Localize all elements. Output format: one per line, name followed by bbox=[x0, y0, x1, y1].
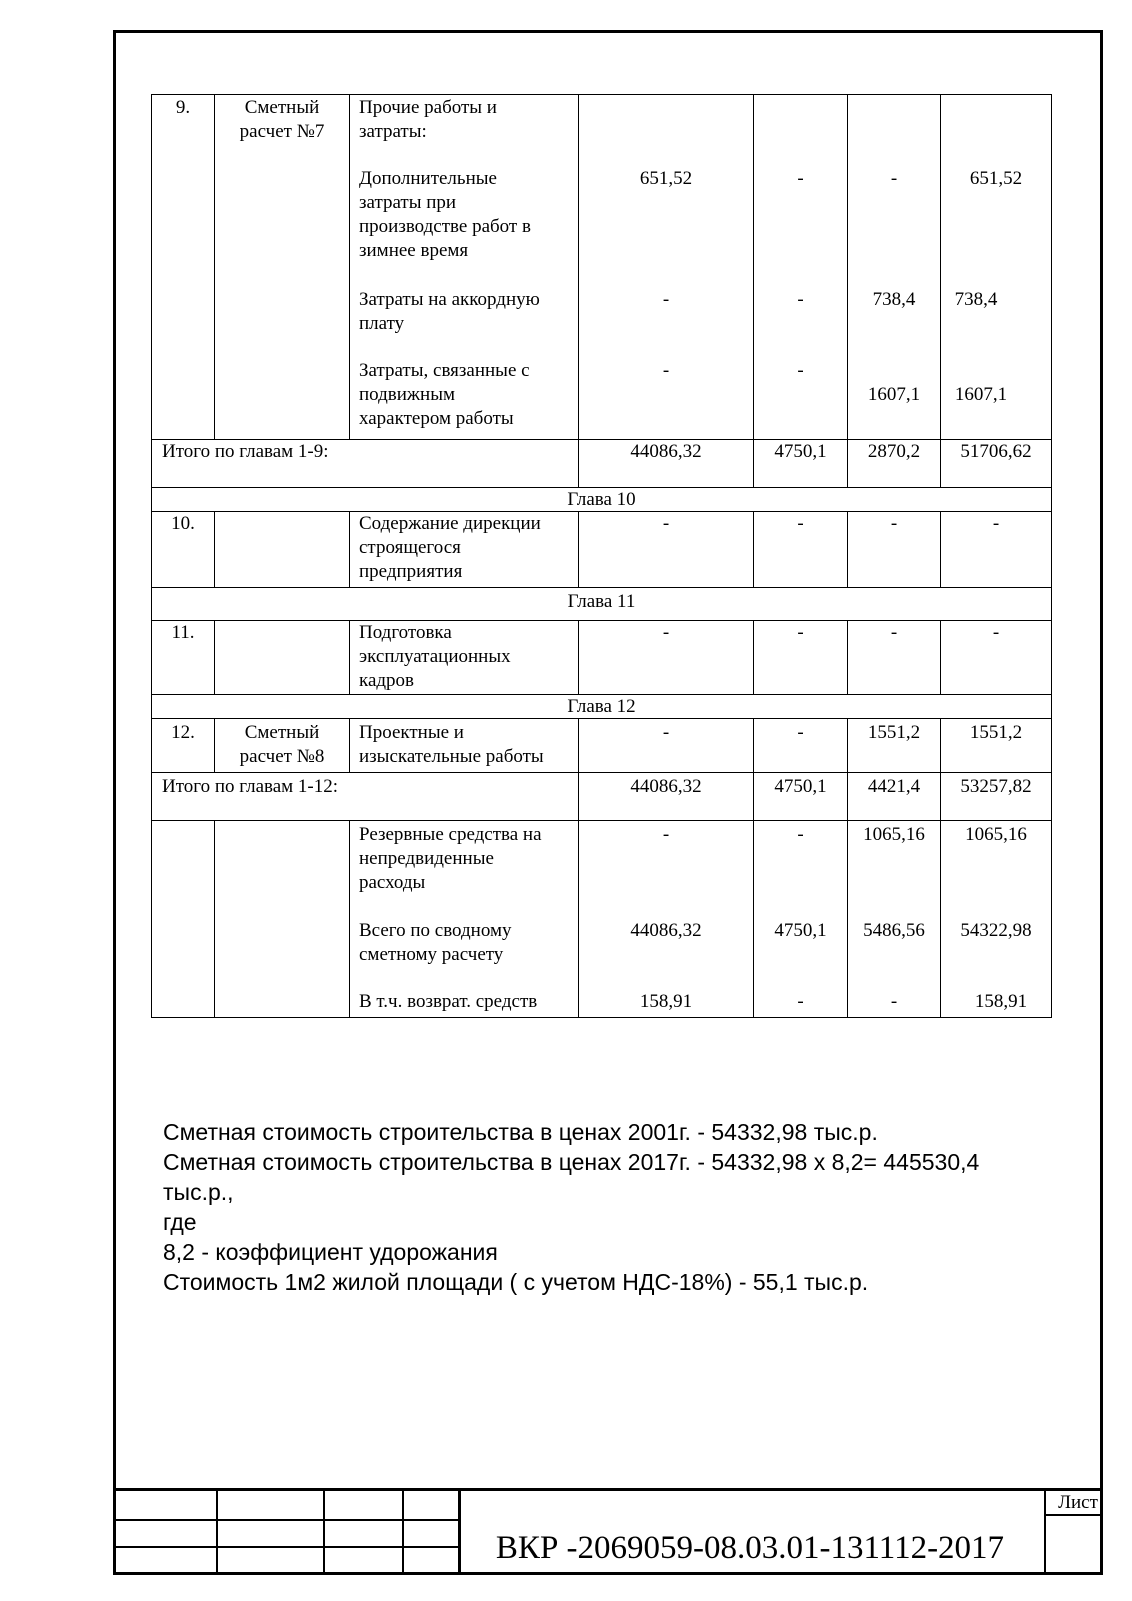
value-cell: - bbox=[662, 722, 670, 743]
value-cell: 651,52 bbox=[639, 168, 693, 189]
total-value: 4421,4 bbox=[867, 776, 921, 797]
total-value: 4750,1 bbox=[774, 441, 827, 462]
total-value: 51706,62 bbox=[960, 441, 1032, 462]
row-number: 9. bbox=[175, 97, 191, 118]
value-cell: - bbox=[662, 824, 670, 845]
summary-line: тыс.р., bbox=[163, 1179, 234, 1205]
item-name: Затраты на аккордную плату bbox=[359, 289, 540, 334]
value-cell: 1065,16 bbox=[965, 824, 1027, 845]
value-cell: - bbox=[992, 622, 1000, 643]
drawing-frame bbox=[113, 30, 1103, 1575]
total-value: 2870,2 bbox=[867, 441, 921, 462]
section-heading: Прочие работы и затраты: bbox=[359, 97, 497, 142]
summary-line: Стоимость 1м2 жилой площади ( с учетом НДС-18%) - 55,1 тыс.р. bbox=[163, 1269, 869, 1295]
summary-line: где bbox=[163, 1209, 197, 1235]
total-label: Итого по главам 1-12: bbox=[162, 776, 339, 797]
value-cell: 158,91 bbox=[639, 991, 693, 1012]
value-cell: - bbox=[797, 360, 804, 381]
value-cell: - bbox=[797, 168, 804, 189]
summary-line: Сметная стоимость строительства в ценах 2001г. - 54332,98 тыс.р. bbox=[163, 1119, 878, 1145]
value-cell: 54322,98 bbox=[960, 920, 1032, 941]
value-cell: - bbox=[797, 722, 804, 743]
value-cell: - bbox=[797, 824, 804, 845]
total-value: 53257,82 bbox=[960, 776, 1032, 797]
value-cell: 1551,2 bbox=[867, 722, 921, 743]
total-label: Итого по главам 1-9: bbox=[162, 441, 329, 462]
value-cell: - bbox=[797, 622, 804, 643]
value-cell: 1065,16 bbox=[863, 824, 925, 845]
item-name: Всего по сводному сметному расчету bbox=[359, 920, 512, 965]
calc-reference: Сметный расчет №7 bbox=[239, 97, 325, 142]
value-cell: - bbox=[992, 513, 1000, 534]
value-cell: 158,91 bbox=[974, 991, 1028, 1012]
item-name: Затраты, связанные с подвижным характером работы bbox=[359, 360, 530, 429]
value-cell: - bbox=[890, 513, 898, 534]
item-name: Резервные средства на непредвиденные расходы bbox=[359, 824, 542, 893]
item-name: Подготовка эксплуатационных кадров bbox=[359, 622, 511, 691]
value-cell: - bbox=[797, 289, 804, 310]
chapter-title: Глава 11 bbox=[567, 591, 636, 612]
value-cell: 1607,1 bbox=[867, 384, 921, 405]
value-cell: 5486,56 bbox=[863, 920, 925, 941]
sheet-label: Лист bbox=[1058, 1492, 1098, 1513]
value-cell: - bbox=[890, 168, 898, 189]
calc-reference: Сметный расчет №8 bbox=[239, 722, 325, 767]
item-name: В т.ч. возврат. средств bbox=[359, 991, 538, 1012]
item-name: Проектные и изыскательные работы bbox=[359, 722, 544, 767]
value-cell: 738,4 bbox=[872, 289, 916, 310]
value-cell: - bbox=[890, 991, 898, 1012]
value-cell: 1551,2 bbox=[969, 722, 1023, 743]
value-cell: - bbox=[662, 360, 670, 381]
value-cell: 738,4 bbox=[954, 289, 998, 310]
summary-line: 8,2 - коэффициент удорожания bbox=[163, 1239, 498, 1265]
chapter-title: Глава 10 bbox=[567, 489, 636, 510]
row-number: 12. bbox=[171, 722, 195, 743]
value-cell: - bbox=[662, 622, 670, 643]
chapter-title: Глава 12 bbox=[567, 696, 636, 717]
value-cell: - bbox=[662, 289, 670, 310]
value-cell: - bbox=[797, 991, 804, 1012]
value-cell: - bbox=[662, 513, 670, 534]
value-cell: - bbox=[797, 513, 804, 534]
total-value: 44086,32 bbox=[630, 776, 702, 797]
value-cell: 44086,32 bbox=[630, 920, 702, 941]
value-cell: 651,52 bbox=[969, 168, 1023, 189]
item-name: Дополнительные затраты при производстве работ в зимнее время bbox=[359, 168, 531, 261]
value-cell: 4750,1 bbox=[774, 920, 827, 941]
row-number: 11. bbox=[171, 622, 195, 643]
value-cell: 1607,1 bbox=[954, 384, 1008, 405]
total-value: 4750,1 bbox=[774, 776, 827, 797]
item-name: Содержание дирекции строящегося предприятия bbox=[359, 513, 541, 582]
document-code: ВКР -2069059-08.03.01-131112-2017 bbox=[495, 1530, 1005, 1566]
value-cell: - bbox=[890, 622, 898, 643]
row-number: 10. bbox=[171, 513, 195, 534]
summary-line: Сметная стоимость строительства в ценах 2017г. - 54332,98 х 8,2= 445530,4 bbox=[163, 1149, 980, 1175]
total-value: 44086,32 bbox=[630, 441, 702, 462]
